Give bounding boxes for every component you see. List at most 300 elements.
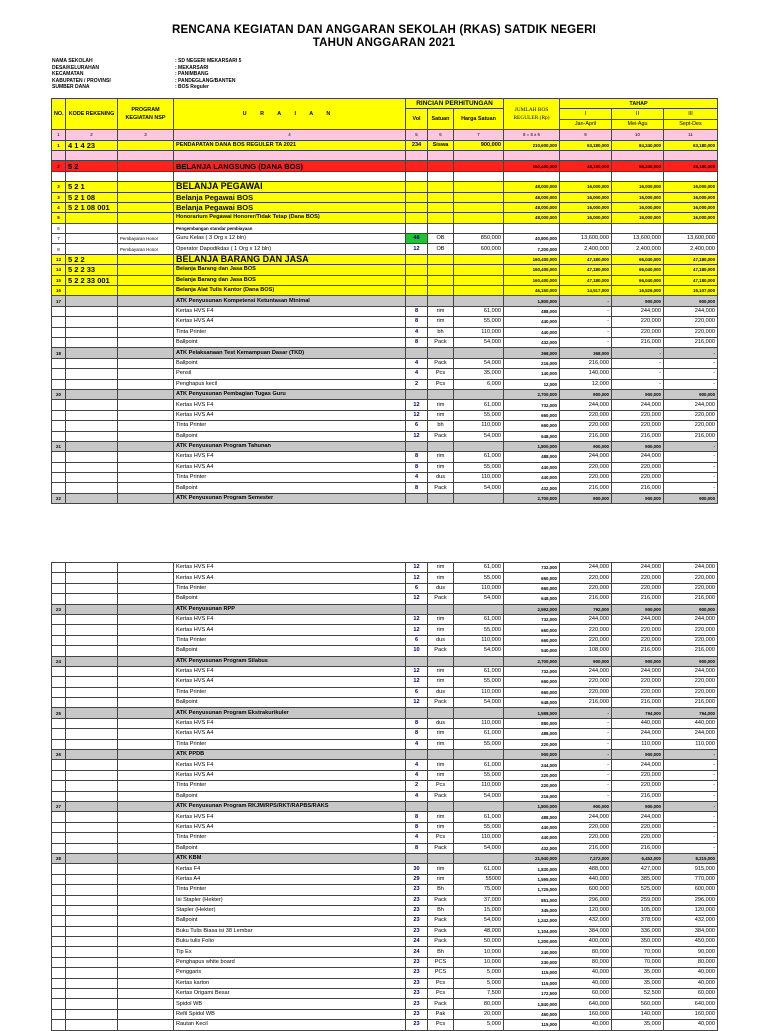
row-tahap-2: 900,000 <box>612 296 664 306</box>
row-uraian: Kertas HVS A4 <box>174 317 406 327</box>
row-kode <box>66 348 118 358</box>
row-tahap-2: 259,000 <box>612 895 664 905</box>
row-kode <box>66 483 118 493</box>
row-program <box>118 369 174 379</box>
row-tahap-3: 450,000 <box>664 937 718 947</box>
row-tahap-3: - <box>664 812 718 822</box>
row-uraian: Penghapus kecil <box>174 379 406 389</box>
row-uraian: Tinta Printer <box>174 739 406 749</box>
row-satuan: rim <box>428 739 454 749</box>
row-jumlah: 160,400,000 <box>504 265 560 275</box>
row-tahap-2: 216,000 <box>612 843 664 853</box>
column-number: 5 <box>406 130 428 140</box>
row-tahap-1: 900,000 <box>560 801 612 811</box>
row-tahap-1: - <box>560 718 612 728</box>
row-no <box>52 1020 66 1030</box>
row-no <box>52 791 66 801</box>
row-vol: 4 <box>406 791 428 801</box>
row-no <box>52 614 66 624</box>
row-tahap-1: 220,000 <box>560 473 612 483</box>
row-kode: 4 1 4 23 <box>66 140 118 150</box>
row-program <box>118 1009 174 1019</box>
row-kode <box>66 389 118 399</box>
row-tahap-3: 47,180,000 <box>664 265 718 275</box>
table-row <box>52 760 718 770</box>
row-tahap-1: 900,000 <box>560 389 612 399</box>
table-row <box>52 348 718 358</box>
row-tahap-1: 108,000 <box>560 646 612 656</box>
row-harga: 75,000 <box>454 885 504 895</box>
row-tahap-1: 244,000 <box>560 563 612 573</box>
row-vol <box>406 853 428 863</box>
row-tahap-3: 440,000 <box>664 718 718 728</box>
row-kode <box>66 781 118 791</box>
row-tahap-2: 244,000 <box>612 614 664 624</box>
row-tahap-3: 900,000 <box>664 604 718 614</box>
row-uraian: Tinta Printer <box>174 473 406 483</box>
row-no: 8 <box>52 244 66 254</box>
row-jumlah: 440,000 <box>504 822 560 832</box>
row-program <box>118 223 174 233</box>
row-tahap-2: 35,000 <box>612 978 664 988</box>
table-row <box>52 369 718 379</box>
row-tahap-3: 48,180,000 <box>664 161 718 171</box>
row-tahap-3: 220,000 <box>664 410 718 420</box>
row-kode <box>66 150 118 160</box>
row-tahap-3: 40,000 <box>664 978 718 988</box>
row-tahap-3: 900,000 <box>664 656 718 666</box>
row-satuan <box>428 348 454 358</box>
row-vol: 12 <box>406 244 428 254</box>
row-tahap-2: 525,000 <box>612 885 664 895</box>
row-uraian: Ballpoint <box>174 843 406 853</box>
info-value: : SD NEGERI MEKARSARI 5 <box>175 58 242 64</box>
row-jumlah: 2,700,000 <box>504 656 560 666</box>
row-harga: 35,000 <box>454 369 504 379</box>
row-program <box>118 978 174 988</box>
row-satuan: Pack <box>428 483 454 493</box>
row-tahap-2: 66,240,000 <box>612 161 664 171</box>
row-satuan: rim <box>428 462 454 472</box>
row-kode <box>66 739 118 749</box>
row-tahap-1: 488,000 <box>560 864 612 874</box>
table-row <box>52 666 718 676</box>
row-no <box>52 317 66 327</box>
row-uraian: PENDAPATAN DANA BOS REGULER TA 2021 <box>174 140 406 150</box>
row-harga: 15,000 <box>454 905 504 915</box>
row-vol: 12 <box>406 614 428 624</box>
row-jumlah: 220,000 <box>504 770 560 780</box>
row-no: 22 <box>52 493 66 503</box>
row-satuan <box>428 493 454 503</box>
row-kode <box>66 843 118 853</box>
row-uraian: Penghapus white board <box>174 957 406 967</box>
table-row <box>52 171 718 181</box>
row-satuan <box>428 161 454 171</box>
row-jumlah: 460,000 <box>504 1009 560 1019</box>
row-tahap-1: 220,000 <box>560 462 612 472</box>
table-row <box>52 389 718 399</box>
row-no <box>52 999 66 1009</box>
row-tahap-3: 47,180,000 <box>664 254 718 264</box>
row-satuan <box>428 296 454 306</box>
row-program <box>118 573 174 583</box>
row-jumlah: 1,104,000 <box>504 926 560 936</box>
row-jumlah: 660,000 <box>504 421 560 431</box>
row-tahap-2: 220,000 <box>612 462 664 472</box>
row-kode <box>66 410 118 420</box>
row-tahap-2: 220,000 <box>612 822 664 832</box>
row-tahap-3: - <box>664 822 718 832</box>
row-tahap-1: 13,600,000 <box>560 234 612 244</box>
row-satuan <box>428 150 454 160</box>
row-harga: 110,000 <box>454 718 504 728</box>
row-vol <box>406 213 428 223</box>
row-harga <box>454 296 504 306</box>
row-uraian: ATK Penyusunan Program Silabus <box>174 656 406 666</box>
row-kode <box>66 905 118 915</box>
table-row <box>52 275 718 285</box>
table-row <box>52 462 718 472</box>
row-jumlah: 40,800,000 <box>504 234 560 244</box>
info-value: : PANIMBANG <box>175 71 209 78</box>
row-harga: 61,000 <box>454 729 504 739</box>
col-p1: Jan-April <box>560 119 612 129</box>
row-jumlah: 115,000 <box>504 978 560 988</box>
table-row <box>52 614 718 624</box>
row-tahap-1: 220,000 <box>560 687 612 697</box>
row-vol: 12 <box>406 625 428 635</box>
row-satuan: Pack <box>428 646 454 656</box>
row-satuan: PCS <box>428 968 454 978</box>
row-no <box>52 337 66 347</box>
row-tahap-3: - <box>664 369 718 379</box>
row-harga: 61,000 <box>454 400 504 410</box>
row-tahap-1: 16,000,000 <box>560 182 612 192</box>
row-uraian: Kertas HVS F4 <box>174 760 406 770</box>
table-row <box>52 833 718 843</box>
row-tahap-1: 80,000 <box>560 947 612 957</box>
row-program <box>118 885 174 895</box>
column-number: 2 <box>66 130 118 140</box>
row-harga: 54,000 <box>454 843 504 853</box>
row-no <box>52 583 66 593</box>
row-tahap-2: 220,000 <box>612 687 664 697</box>
row-harga: 61,000 <box>454 614 504 624</box>
row-satuan: rim <box>428 625 454 635</box>
column-number-row <box>52 130 718 140</box>
table-row <box>52 265 718 275</box>
table-row <box>52 286 718 296</box>
row-program: Pembayaran Honor <box>118 234 174 244</box>
row-tahap-2: - <box>612 379 664 389</box>
row-tahap-3: 40,000 <box>664 1020 718 1030</box>
row-satuan: rim <box>428 864 454 874</box>
row-harga: 55,000 <box>454 462 504 472</box>
row-harga: 54,000 <box>454 698 504 708</box>
row-jumlah: 1,800,000 <box>504 296 560 306</box>
row-kode: 5 2 2 <box>66 254 118 264</box>
row-tahap-3: 915,000 <box>664 864 718 874</box>
col-jumlah: JUMLAH BOS REGULER (Rp) <box>504 99 560 130</box>
row-no <box>52 739 66 749</box>
row-tahap-2: 66,040,000 <box>612 265 664 275</box>
row-satuan: Bh <box>428 885 454 895</box>
row-kode: 5 2 1 08 <box>66 192 118 202</box>
row-jumlah: 160,400,000 <box>504 161 560 171</box>
row-vol: 12 <box>406 410 428 420</box>
row-no <box>52 625 66 635</box>
row-satuan: Pack <box>428 895 454 905</box>
row-satuan: Pcs <box>428 781 454 791</box>
row-vol: 4 <box>406 739 428 749</box>
row-tahap-1: 7,272,000 <box>560 853 612 863</box>
table-row <box>52 916 718 926</box>
row-satuan <box>428 275 454 285</box>
row-vol: 23 <box>406 989 428 999</box>
row-vol: 12 <box>406 400 428 410</box>
row-program <box>118 937 174 947</box>
row-uraian: Tinta Printer <box>174 885 406 895</box>
row-kode <box>66 874 118 884</box>
row-uraian: Kertas HVS A4 <box>174 625 406 635</box>
row-tahap-2: 35,000 <box>612 1020 664 1030</box>
row-uraian: ATK Penyusunan Program RKJM/RPS/RKT/RAPBS/RAKS <box>174 801 406 811</box>
row-tahap-2: 216,000 <box>612 646 664 656</box>
row-satuan: dus <box>428 718 454 728</box>
row-vol: 4 <box>406 760 428 770</box>
row-tahap-1: 216,000 <box>560 698 612 708</box>
row-vol: 23 <box>406 968 428 978</box>
row-jumlah: 220,000 <box>504 781 560 791</box>
row-vol: 4 <box>406 358 428 368</box>
row-vol: 23 <box>406 1020 428 1030</box>
row-satuan: PCS <box>428 957 454 967</box>
row-no <box>52 594 66 604</box>
row-tahap-3: - <box>664 791 718 801</box>
row-kode <box>66 614 118 624</box>
row-satuan: rim <box>428 677 454 687</box>
row-program <box>118 213 174 223</box>
row-program <box>118 781 174 791</box>
row-uraian: Kertas A4 <box>174 874 406 884</box>
row-jumlah: 880,000 <box>504 718 560 728</box>
row-kode <box>66 770 118 780</box>
row-no <box>52 989 66 999</box>
row-harga: 10,000 <box>454 947 504 957</box>
row-tahap-2: 216,000 <box>612 337 664 347</box>
row-tahap-1: 47,180,000 <box>560 254 612 264</box>
row-uraian: BELANJA PEGAWAI <box>174 182 406 192</box>
row-tahap-1 <box>560 150 612 160</box>
row-harga <box>454 171 504 181</box>
row-vol: 12 <box>406 431 428 441</box>
table-row <box>52 625 718 635</box>
row-satuan <box>428 213 454 223</box>
row-program <box>118 864 174 874</box>
table-row <box>52 421 718 431</box>
row-jumlah: 12,000 <box>504 379 560 389</box>
row-tahap-3: 16,000,000 <box>664 213 718 223</box>
row-tahap-1: 220,000 <box>560 410 612 420</box>
row-uraian: ATK Pelaksanaan Test Kemampuan Dasar (TKD) <box>174 348 406 358</box>
table-row <box>52 337 718 347</box>
row-jumlah: 48,000,000 <box>504 192 560 202</box>
row-tahap-1: 220,000 <box>560 583 612 593</box>
row-tahap-2: 220,000 <box>612 583 664 593</box>
row-no: 24 <box>52 656 66 666</box>
row-satuan: rim <box>428 822 454 832</box>
row-tahap-3: 220,000 <box>664 583 718 593</box>
row-uraian: Kertas HVS F4 <box>174 718 406 728</box>
table-row <box>52 358 718 368</box>
row-tahap-2: 244,000 <box>612 760 664 770</box>
table-row <box>52 968 718 978</box>
row-no <box>52 718 66 728</box>
table-row <box>52 905 718 915</box>
row-uraian: Buku Tulis Biasa isi 38 Lembar <box>174 926 406 936</box>
row-no <box>52 369 66 379</box>
row-no: 3 <box>52 192 66 202</box>
row-no <box>52 978 66 988</box>
row-uraian: Ballpoint <box>174 646 406 656</box>
row-uraian: Guru Kelas ( 3 Org x 12 bln) <box>174 234 406 244</box>
row-kode <box>66 791 118 801</box>
row-tahap-1: 2,400,000 <box>560 244 612 254</box>
row-tahap-1: 40,000 <box>560 1020 612 1030</box>
row-vol: 8 <box>406 337 428 347</box>
row-jumlah: 2,592,000 <box>504 604 560 614</box>
column-number: 1 <box>52 130 66 140</box>
row-vol <box>406 192 428 202</box>
row-jumlah: 1,840,000 <box>504 999 560 1009</box>
row-no <box>52 698 66 708</box>
table-row <box>52 698 718 708</box>
column-number: 6 <box>428 130 454 140</box>
table-row <box>52 327 718 337</box>
row-jumlah: 440,000 <box>504 327 560 337</box>
row-jumlah: 732,000 <box>504 614 560 624</box>
row-tahap-2: 220,000 <box>612 625 664 635</box>
row-kode <box>66 687 118 697</box>
row-tahap-2: 52,500 <box>612 989 664 999</box>
table-row <box>52 791 718 801</box>
row-harga <box>454 441 504 451</box>
row-vol <box>406 656 428 666</box>
row-satuan: Pack <box>428 937 454 947</box>
row-kode <box>66 452 118 462</box>
row-no: 20 <box>52 389 66 399</box>
row-tahap-3: 160,000 <box>664 1009 718 1019</box>
row-no <box>52 968 66 978</box>
row-tahap-2: 16,526,000 <box>612 286 664 296</box>
table-row <box>52 999 718 1009</box>
row-tahap-2: 6,452,000 <box>612 853 664 863</box>
row-satuan: Siswa <box>428 140 454 150</box>
row-no <box>52 400 66 410</box>
row-vol <box>406 708 428 718</box>
row-kode <box>66 327 118 337</box>
table-row <box>52 583 718 593</box>
row-satuan <box>428 750 454 760</box>
row-tahap-3: - <box>664 358 718 368</box>
row-jumlah: 48,000,000 <box>504 182 560 192</box>
row-tahap-2: 220,000 <box>612 317 664 327</box>
col-no: NO. <box>52 99 66 130</box>
row-vol <box>406 750 428 760</box>
row-jumlah: 488,000 <box>504 452 560 462</box>
row-kode <box>66 646 118 656</box>
col-uraian: U R A I A N <box>174 99 406 130</box>
row-tahap-3: - <box>664 462 718 472</box>
row-program <box>118 348 174 358</box>
row-tahap-3: 60,000 <box>664 989 718 999</box>
row-uraian: Kertas Origami Besar <box>174 989 406 999</box>
row-uraian: Ballpoint <box>174 431 406 441</box>
row-kode <box>66 698 118 708</box>
row-kode <box>66 1009 118 1019</box>
row-program <box>118 563 174 573</box>
row-kode <box>66 895 118 905</box>
row-kode <box>66 822 118 832</box>
info-row <box>52 58 375 65</box>
row-tahap-3: 900,000 <box>664 493 718 503</box>
row-jumlah <box>504 223 560 233</box>
row-satuan: OB <box>428 244 454 254</box>
row-harga: 5,000 <box>454 1020 504 1030</box>
row-tahap-1: 900,000 <box>560 441 612 451</box>
row-uraian: Belanja Barang dan Jasa BOS <box>174 265 406 275</box>
row-tahap-2: 378,000 <box>612 916 664 926</box>
row-tahap-3: 90,000 <box>664 947 718 957</box>
row-jumlah: 21,940,000 <box>504 853 560 863</box>
table-row <box>52 410 718 420</box>
row-jumlah: 732,000 <box>504 563 560 573</box>
col-satuan: Satuan <box>428 109 454 130</box>
row-satuan: rim <box>428 812 454 822</box>
row-kode <box>66 421 118 431</box>
row-tahap-2: 244,000 <box>612 400 664 410</box>
row-satuan: Bh <box>428 947 454 957</box>
row-tahap-3: 296,000 <box>664 895 718 905</box>
row-uraian: ATK Penyusunan Program Tahunan <box>174 441 406 451</box>
row-no: 17 <box>52 296 66 306</box>
row-tahap-3: 13,600,000 <box>664 234 718 244</box>
row-jumlah: 660,000 <box>504 410 560 420</box>
row-kode <box>66 729 118 739</box>
row-satuan: Pack <box>428 791 454 801</box>
table-row <box>52 989 718 999</box>
table-row <box>52 1009 718 1019</box>
row-jumlah: 160,400,000 <box>504 254 560 264</box>
row-uraian: Ballpoint <box>174 358 406 368</box>
row-kode <box>66 812 118 822</box>
row-tahap-1: 216,000 <box>560 594 612 604</box>
col-t3: III <box>664 109 718 119</box>
row-jumlah: 216,000 <box>504 358 560 368</box>
row-program <box>118 843 174 853</box>
row-satuan: rim <box>428 874 454 884</box>
row-satuan <box>428 708 454 718</box>
row-harga <box>454 223 504 233</box>
row-satuan: rim <box>428 760 454 770</box>
row-tahap-3: - <box>664 770 718 780</box>
row-harga: 110,000 <box>454 327 504 337</box>
row-kode <box>66 563 118 573</box>
row-tahap-1: 14,517,000 <box>560 286 612 296</box>
row-kode <box>66 968 118 978</box>
table-row <box>52 594 718 604</box>
